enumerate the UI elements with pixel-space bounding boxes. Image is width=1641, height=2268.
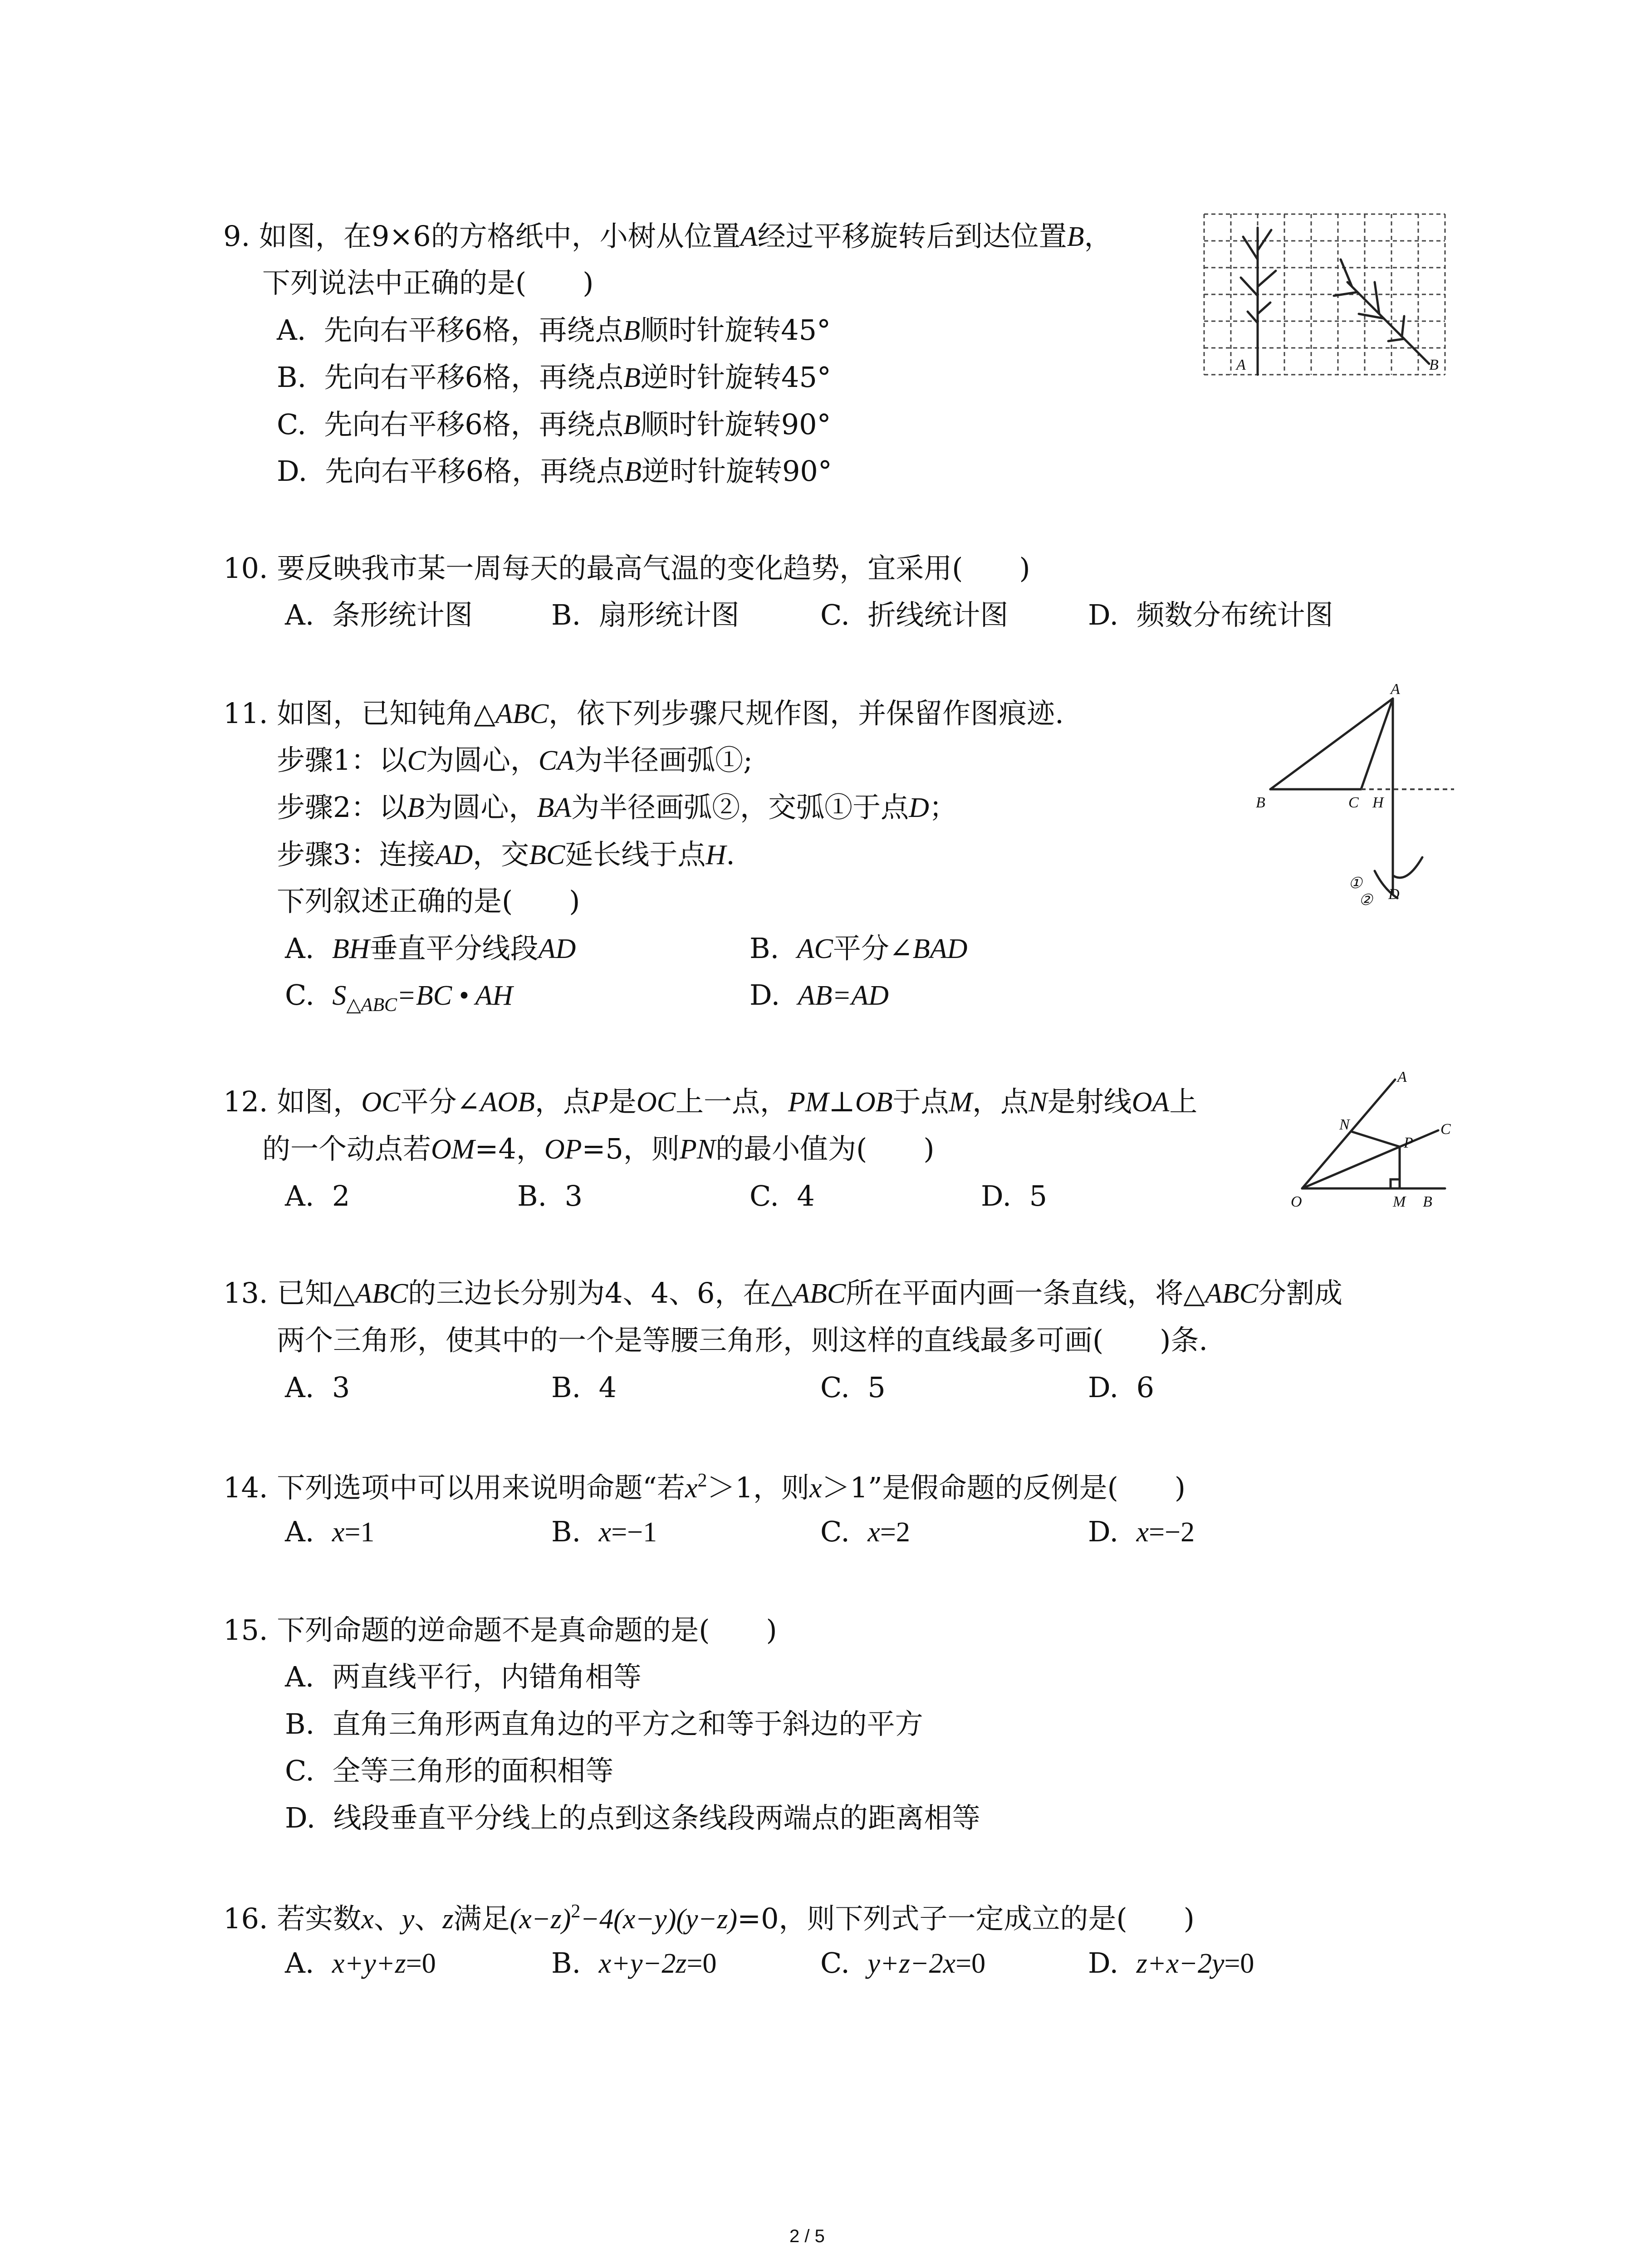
- q10-option-a: A. 条形统计图: [285, 598, 473, 631]
- q11-label-d: D: [1388, 886, 1400, 903]
- q9-line1: 9. 如图，在9×6的方格纸中，小树从位置A经过平移旋转后到达位置B，: [223, 220, 1112, 253]
- q9-label-a: A: [1236, 357, 1246, 373]
- q15-stem: 15. 下列命题的逆命题不是真命题的是( ): [223, 1613, 777, 1647]
- q9-grid-tree-figure: [1198, 210, 1452, 382]
- q10-option-d: D. 频数分布统计图: [1088, 598, 1333, 631]
- q11-option-b: B. AC平分∠BAD: [749, 932, 968, 965]
- q11-label-arc1: ①: [1348, 875, 1362, 892]
- q12-label-b: B: [1423, 1193, 1432, 1210]
- q13-option-b: B. 4: [551, 1371, 617, 1404]
- q12-angle-bisector-figure: [1288, 1066, 1461, 1220]
- q11-construction-figure: [1243, 680, 1461, 916]
- q11-label-arc2: ②: [1359, 892, 1373, 909]
- q13-option-d: D. 6: [1088, 1371, 1155, 1404]
- q12-option-d: D. 5: [981, 1179, 1048, 1212]
- q16-option-d: D. z+x−2y=0: [1088, 1946, 1254, 1980]
- q9-option-c: C. 先向右平移6格，再绕点B顺时针旋转90°: [277, 408, 831, 441]
- q12-label-n: N: [1339, 1116, 1350, 1133]
- q11-label-b: B: [1256, 794, 1265, 811]
- q13-line2: 两个三角形，使其中的一个是等腰三角形，则这样的直线最多可画( )条.: [277, 1324, 1208, 1357]
- q12-label-a: A: [1397, 1069, 1407, 1085]
- q14-option-b: B. x=−1: [551, 1515, 657, 1548]
- q11-label-a: A: [1391, 681, 1400, 698]
- q12-label-p: P: [1404, 1134, 1413, 1151]
- q11-label-c: C: [1348, 794, 1359, 811]
- q9-option-a: A. 先向右平移6格，再绕点B顺时针旋转45°: [277, 313, 831, 347]
- q11-label-h: H: [1372, 794, 1384, 811]
- q9-line2: 下列说法中正确的是( ): [262, 266, 594, 299]
- q9-label-b: B: [1429, 357, 1439, 373]
- q14-option-c: C. x=2: [820, 1515, 910, 1548]
- q12-label-c: C: [1440, 1121, 1451, 1138]
- q10-option-b: B. 扇形统计图: [551, 598, 740, 631]
- q15-option-c: C. 全等三角形的面积相等: [285, 1754, 614, 1787]
- q11-step1: 步骤1：以C为圆心，CA为半径画弧①;: [277, 743, 753, 777]
- q11-ask: 下列叙述正确的是( ): [277, 885, 580, 918]
- q16-line1: 16. 若实数x、y、z满足$(x-z)^2-4(x-y)(y-z)=0$，则下列式子一定成立的是( ): [223, 1901, 1195, 1935]
- q11-line1: 11. 如图，已知钝角△ABC，依下列步骤尺规作图，并保留作图痕迹.: [223, 697, 1064, 730]
- q10-stem: 10. 要反映我市某一周每天的最高气温的变化趋势，宜采用( ): [223, 552, 1030, 585]
- q10-option-c: C. 折线统计图: [820, 598, 1009, 631]
- q12-option-a: A. 2: [285, 1179, 350, 1212]
- q12-option-b: B. 3: [517, 1179, 583, 1212]
- q11-step2: 步骤2：以B为圆心，BA为半径画弧②，交弧①于点D；: [277, 791, 957, 824]
- q12-option-c: C. 4: [749, 1179, 815, 1212]
- q16-option-b: B. x+y−2z=0: [551, 1946, 717, 1980]
- q16-option-c: C. y+z−2x=0: [820, 1946, 986, 1980]
- q15-option-a: A. 两直线平行，内错角相等: [285, 1660, 642, 1693]
- q9-option-d: D. 先向右平移6格，再绕点B逆时针旋转90°: [277, 455, 832, 488]
- q9-option-b: B. 先向右平移6格，再绕点B逆时针旋转45°: [277, 361, 831, 394]
- q13-line1: 13. 已知△ABC的三边长分别为4、4、6，在△ABC所在平面内画一条直线，将△ABC分割成: [223, 1276, 1343, 1310]
- q11-option-c: C. $S_{\triangle ABC}=BC$ • AH: [285, 978, 513, 1016]
- q12-label-m: M: [1393, 1193, 1406, 1210]
- q15-option-b: B. 直角三角形两直角边的平方之和等于斜边的平方: [285, 1707, 923, 1740]
- q14-line1: 14. 下列选项中可以用来说明命题“若$x^2>1$，则x＞1”是假命题的反例是( ): [223, 1470, 1186, 1504]
- q11-option-a: A. BH垂直平分线段AD: [285, 932, 576, 965]
- q13-option-a: A. 3: [285, 1371, 350, 1404]
- q14-option-a: A. x=1: [285, 1515, 375, 1548]
- q12-line2: 的一个动点若OM=4，OP=5，则PN的最小值为( ): [262, 1132, 935, 1165]
- q12-line1: 12. 如图，OC平分∠AOB，点P是OC上一点，PM⊥OB于点M，点N是射线OA上: [223, 1085, 1198, 1118]
- page-number: 2 / 5: [789, 2226, 825, 2246]
- q16-option-a: A. x+y+z=0: [285, 1946, 436, 1980]
- q14-option-d: D. x=−2: [1088, 1515, 1195, 1548]
- q12-label-o: O: [1291, 1193, 1302, 1210]
- q11-option-d: D. AB=AD: [749, 978, 889, 1012]
- q15-option-d: D. 线段垂直平分线上的点到这条线段两端点的距离相等: [285, 1801, 980, 1834]
- q13-option-c: C. 5: [820, 1371, 886, 1404]
- q11-step3: 步骤3：连接AD，交BC延长线于点H.: [277, 838, 735, 871]
